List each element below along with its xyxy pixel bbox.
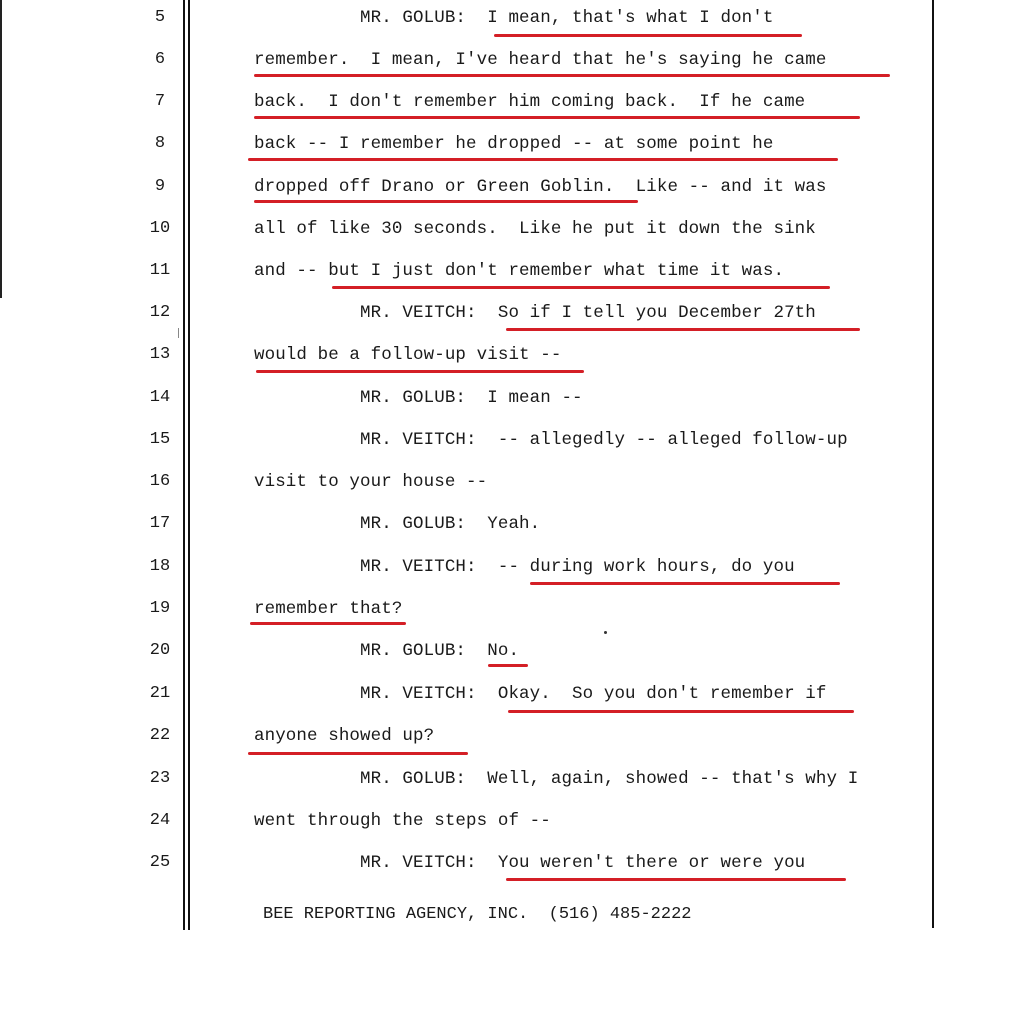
line-number: 22	[149, 726, 171, 745]
highlight-underline	[530, 582, 840, 585]
line-number: 14	[149, 388, 171, 407]
line-number: 15	[149, 430, 171, 449]
line-number: 24	[149, 811, 171, 830]
transcript-line: back -- I remember he dropped -- at some point he	[254, 134, 774, 154]
line-number: 17	[149, 514, 171, 533]
line-number: 19	[149, 599, 171, 618]
highlight-underline	[248, 158, 838, 161]
highlight-underline	[506, 878, 846, 881]
line-number: 10	[149, 219, 171, 238]
transcript-line: and -- but I just don't remember what time it was.	[254, 261, 785, 281]
transcript-line: visit to your house --	[254, 472, 488, 492]
line-number: 23	[149, 769, 171, 788]
line-number: 18	[149, 557, 171, 576]
transcript-line: MR. VEITCH: -- during work hours, do you	[254, 557, 795, 577]
transcript-line: dropped off Drano or Green Goblin. Like -- and it was	[254, 177, 827, 197]
line-number: 11	[149, 261, 171, 280]
transcript-line: MR. GOLUB: I mean, that's what I don't	[254, 8, 774, 28]
transcript-line: MR. GOLUB: I mean --	[254, 388, 583, 408]
margin-tick	[178, 328, 179, 338]
line-number: 13	[149, 345, 171, 364]
line-number: 9	[154, 177, 166, 196]
transcript-line: MR. GOLUB: No.	[254, 641, 520, 661]
transcript-line: back. I don't remember him coming back. If he came	[254, 92, 806, 112]
line-number: 16	[149, 472, 171, 491]
transcript-line: would be a follow-up visit --	[254, 345, 562, 365]
transcript-line: remember that?	[254, 599, 403, 619]
transcript-line: remember. I mean, I've heard that he's saying he came	[254, 50, 827, 70]
highlight-underline	[508, 710, 854, 713]
line-number: 25	[149, 853, 171, 872]
line-number: 12	[149, 303, 171, 322]
highlight-underline	[506, 328, 860, 331]
transcript-line: anyone showed up?	[254, 726, 435, 746]
line-number: 5	[154, 8, 166, 27]
highlight-underline	[332, 286, 830, 289]
highlight-underline	[254, 74, 890, 77]
transcript-line: MR. VEITCH: -- allegedly -- alleged follow-up	[254, 430, 848, 450]
transcript-line: MR. VEITCH: Okay. So you don't remember if	[254, 684, 827, 704]
page-footer: BEE REPORTING AGENCY, INC. (516) 485-2222	[263, 905, 692, 924]
stray-mark	[604, 631, 607, 634]
line-number: 7	[154, 92, 166, 111]
transcript-line: all of like 30 seconds. Like he put it down the sink	[254, 219, 816, 239]
highlight-underline	[256, 370, 584, 373]
transcript-line: MR. VEITCH: So if I tell you December 27th	[254, 303, 816, 323]
line-number: 8	[154, 134, 166, 153]
transcript-line: MR. GOLUB: Yeah.	[254, 514, 541, 534]
transcript-line: MR. VEITCH: You weren't there or were you	[254, 853, 806, 873]
highlight-underline	[254, 200, 638, 203]
highlight-underline	[250, 622, 406, 625]
highlight-underline	[488, 664, 528, 667]
right-margin-rule	[932, 0, 934, 928]
highlight-underline	[248, 752, 468, 755]
highlight-underline	[494, 34, 802, 37]
line-number: 21	[149, 684, 171, 703]
transcript-line: MR. GOLUB: Well, again, showed -- that's why I	[254, 769, 859, 789]
line-number: 6	[154, 50, 166, 69]
highlight-underline	[254, 116, 860, 119]
line-number: 20	[149, 641, 171, 660]
transcript-line: went through the steps of --	[254, 811, 551, 831]
left-margin-line	[0, 0, 2, 298]
